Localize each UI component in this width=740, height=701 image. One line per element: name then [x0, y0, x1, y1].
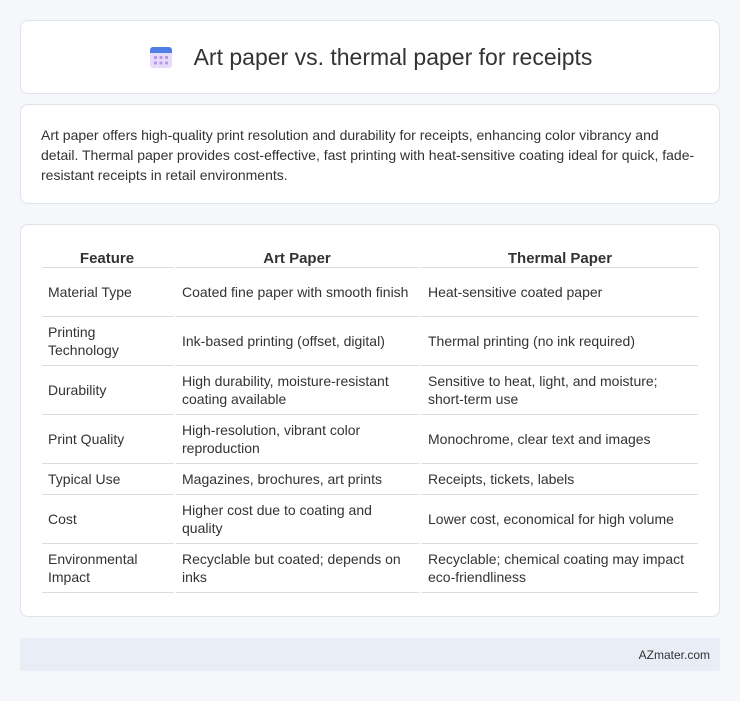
table-row — [42, 317, 698, 366]
cell-feature: Print Quality — [42, 415, 176, 464]
table-row — [42, 464, 698, 495]
cell-feature: Durability — [42, 366, 176, 415]
cell-thermal-paper: Sensitive to heat, light, and moisture; short-term use — [422, 366, 698, 415]
title-card — [20, 20, 720, 94]
cell-thermal-paper: Recyclable; chemical coating may impact eco-friendliness — [422, 544, 698, 593]
header-art-paper: Art Paper — [176, 246, 422, 268]
cell-thermal-paper: Monochrome, clear text and images — [422, 415, 698, 464]
header-feature: Feature — [42, 246, 176, 268]
summary-text: Art paper offers high-quality print resolution and durability for receipts, enhancing color vibrancy and detail. Thermal paper provides cost-effective, fast printing with heat-sensitive coating ideal for quick, fade-resistant receipts in retail environments. — [41, 127, 695, 183]
cell-art-paper: Ink-based printing (offset, digital) — [176, 317, 422, 366]
table-row — [42, 268, 698, 317]
cell-art-paper: Magazines, brochures, art prints — [176, 464, 422, 495]
cell-thermal-paper: Lower cost, economical for high volume — [422, 495, 698, 544]
table-row — [42, 366, 698, 415]
table-row — [42, 544, 698, 593]
cell-art-paper: Recyclable but coated; depends on inks — [176, 544, 422, 593]
table-header-row — [42, 246, 698, 268]
cell-feature: Typical Use — [42, 464, 176, 495]
summary-card — [20, 104, 720, 204]
cell-art-paper: High durability, moisture-resistant coating available — [176, 366, 422, 415]
cell-thermal-paper: Receipts, tickets, labels — [422, 464, 698, 495]
page-title: Art paper vs. thermal paper for receipts — [193, 43, 593, 70]
cell-art-paper: Coated fine paper with smooth finish — [176, 268, 422, 317]
cell-art-paper: High-resolution, vibrant color reproduction — [176, 415, 422, 464]
comparison-table — [42, 246, 698, 593]
comparison-table-card — [20, 224, 720, 617]
cell-feature: Environmental Impact — [42, 544, 176, 593]
cell-feature: Cost — [42, 495, 176, 544]
header-thermal-paper: Thermal Paper — [422, 246, 698, 268]
cell-thermal-paper: Thermal printing (no ink required) — [422, 317, 698, 366]
calendar-icon — [148, 44, 174, 70]
cell-art-paper: Higher cost due to coating and quality — [176, 495, 422, 544]
footer-brand: AZmater.com — [638, 647, 710, 662]
footer — [20, 638, 720, 671]
cell-thermal-paper: Heat-sensitive coated paper — [422, 268, 698, 317]
cell-feature: Material Type — [42, 268, 176, 317]
table-row — [42, 495, 698, 544]
table-row — [42, 415, 698, 464]
cell-feature: Printing Technology — [42, 317, 176, 366]
